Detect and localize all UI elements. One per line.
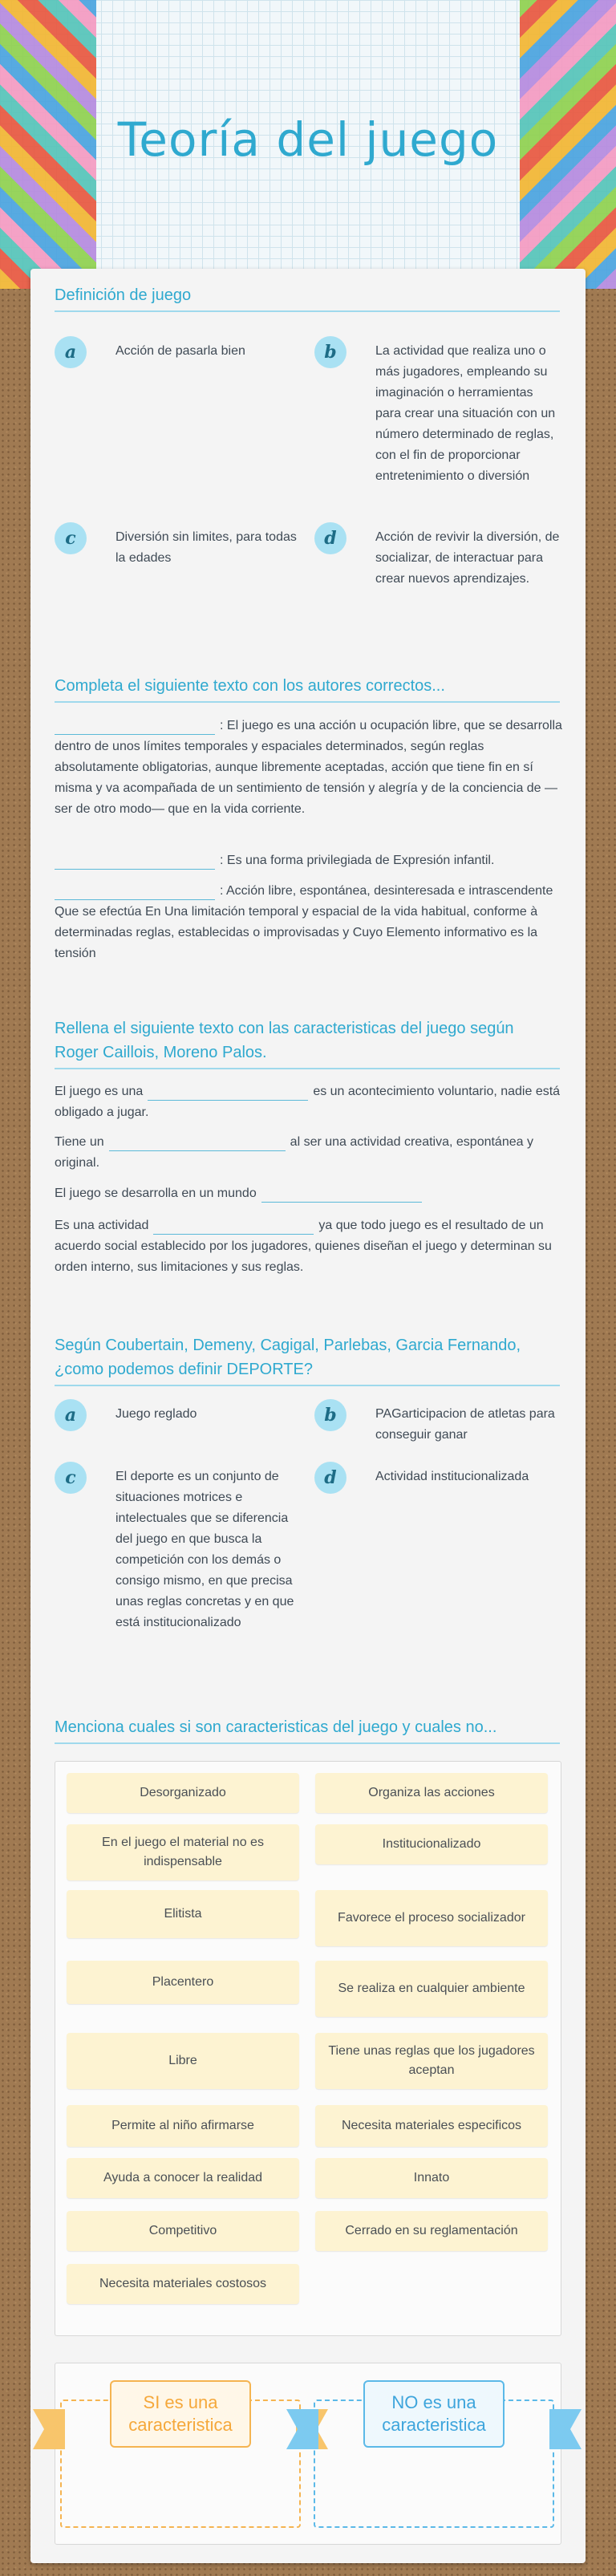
sentence-text: ya que todo juego es el resultado de un acuerdo social establecido por los jugadores, quienes diseñan el juego y determinan su orden interno, sus limitaciones y sus reglas. <box>55 1219 552 1274</box>
option-c[interactable] <box>55 527 295 569</box>
section-title-deporte: Según Coubertain, Demeny, Cagigal, Parlebas, Garcia Fernando, ¿como podemos definir DEPORTE? <box>55 1333 560 1386</box>
page-title: Teoría del juego <box>117 112 499 167</box>
fill-blank-1[interactable] <box>148 1084 308 1101</box>
header-banner <box>0 0 616 289</box>
drag-chip[interactable]: Libre <box>67 2033 299 2089</box>
option-badge: b <box>314 336 346 368</box>
author-paragraph-3 <box>55 881 568 964</box>
option-a[interactable] <box>55 1404 295 1425</box>
section-title-clasificar: Menciona cuales si son caracteristicas del juego y cuales no... <box>55 1715 560 1744</box>
chip-bank <box>55 1761 561 2336</box>
sentence-text: Tiene un <box>55 1135 104 1149</box>
sentence-text: El juego se desarrolla en un mundo <box>55 1187 257 1200</box>
content-card <box>30 269 586 2563</box>
author-blank-2[interactable] <box>55 853 215 870</box>
ribbon-tail <box>549 2409 582 2449</box>
option-c[interactable] <box>55 1466 295 1633</box>
option-text: Acción de revivir la diversión, de socializar, de interactuar para crear nuevos aprendizajes. <box>375 530 560 586</box>
drag-chip[interactable]: Necesita materiales costosos <box>67 2264 299 2304</box>
drag-chip[interactable]: Necesita materiales especificos <box>315 2105 548 2147</box>
paragraph-text: : Acción libre, espontánea, desinteresada e intrascendente Que se efectúa En Una limitación temporal y espacial de la vida habitual, conforme à determinadas reglas, establecidas o improvisadas y Cuyo Elemento informativo es la tensión <box>55 884 553 960</box>
paragraph-text: : El juego es una acción u ocupación libre, que se desarrolla dentro de unos límites temporales y espaciales determinados, según reglas absolutamente obligatorias, aunque libremente aceptadas, acción que tiene fin en sí misma y va acompañada de un sentimiento de tensión y alegría y de la conciencia de —ser de otro modo— que en la vida corriente. <box>55 719 562 816</box>
dropzone-label-no: NO es una caracteristica <box>363 2380 505 2448</box>
dropzone-si[interactable] <box>60 2392 301 2528</box>
option-text: PAGarticipacion de atletas para conseguir ganar <box>375 1407 555 1442</box>
option-a[interactable] <box>55 341 295 362</box>
drag-chip[interactable]: Desorganizado <box>67 1773 299 1813</box>
drag-chip[interactable]: Se realiza en cualquier ambiente <box>315 1961 548 2017</box>
option-badge: c <box>55 1462 87 1494</box>
section-title-caracteristicas: Rellena el siguiente texto con las caracteristicas del juego según Roger Caillois, Moreno Palos. <box>55 1016 560 1069</box>
option-text: El deporte es un conjunto de situaciones motrices e intelectuales que se diferencia del juego en que busca la competición con los demás o consigo mismo, en que precisa unas reglas concretas y en que está institucionalizado <box>116 1470 294 1629</box>
option-badge: a <box>55 1399 87 1431</box>
author-blank-1[interactable] <box>55 718 215 735</box>
option-text: Diversión sin limites, para todas la edades <box>116 530 297 565</box>
drag-chip[interactable]: Placentero <box>67 1961 299 2004</box>
drag-chip[interactable]: Innato <box>315 2158 548 2198</box>
fill-blank-3[interactable] <box>261 1186 422 1203</box>
option-text: Actividad institucionalizada <box>375 1470 529 1483</box>
drag-chip[interactable]: Tiene unas reglas que los jugadores aceptan <box>315 2033 548 2089</box>
fill-blank-4[interactable] <box>153 1218 314 1235</box>
option-text: Juego reglado <box>116 1407 197 1421</box>
author-paragraph-2 <box>55 850 568 871</box>
drag-chip[interactable]: Competitivo <box>67 2211 299 2251</box>
option-b[interactable] <box>314 341 555 487</box>
fill-blank-2[interactable] <box>109 1134 286 1151</box>
sentence-text: Es una actividad <box>55 1219 149 1232</box>
drag-chip[interactable]: Ayuda a conocer la realidad <box>67 2158 299 2198</box>
option-badge: d <box>314 1462 346 1494</box>
drag-chip[interactable]: Organiza las acciones <box>315 1773 548 1813</box>
option-text: Acción de pasarla bien <box>116 344 245 358</box>
option-d[interactable] <box>314 1466 555 1487</box>
option-badge: b <box>314 1399 346 1431</box>
drag-chip[interactable]: Institucionalizado <box>315 1824 548 1864</box>
fill-sentence-1 <box>55 1081 568 1123</box>
option-badge: c <box>55 522 87 554</box>
fill-sentence-4 <box>55 1215 568 1278</box>
author-blank-3[interactable] <box>55 883 215 900</box>
sentence-text: al ser una actividad creativa, espontánea y original. <box>55 1135 533 1170</box>
ribbon-tail <box>33 2409 65 2449</box>
drag-chip[interactable]: Permite al niño afirmarse <box>67 2105 299 2147</box>
fill-sentence-3 <box>55 1183 568 1204</box>
option-badge: a <box>55 336 87 368</box>
fill-sentence-2 <box>55 1132 568 1174</box>
section-title-autores: Completa el siguiente texto con los autores correctos... <box>55 674 560 703</box>
sentence-text: El juego es una <box>55 1085 144 1098</box>
section-title-definicion: Definición de juego <box>55 283 560 312</box>
author-paragraph-1 <box>55 716 568 820</box>
drag-chip[interactable]: En el juego el material no es indispensable <box>67 1824 299 1880</box>
option-badge: d <box>314 522 346 554</box>
drop-area <box>55 2363 561 2545</box>
paragraph-text: : Es una forma privilegiada de Expresión infantil. <box>220 854 495 867</box>
option-b[interactable] <box>314 1404 555 1446</box>
drag-chip[interactable]: Favorece el proceso socializador <box>315 1890 548 1946</box>
dropzone-no[interactable] <box>314 2392 554 2528</box>
option-d[interactable] <box>314 527 560 590</box>
sentence-text: es un acontecimiento voluntario, nadie está obligado a jugar. <box>55 1085 561 1119</box>
dropzone-label-si: SI es una caracteristica <box>110 2380 251 2448</box>
drag-chip[interactable]: Cerrado en su reglamentación <box>315 2211 548 2251</box>
option-text: La actividad que realiza uno o más jugadores, empleando su imaginación o herramientas para crear una situación con un número determinado de reglas, con el fin de proporcionar entretenimiento o diversión <box>375 344 556 483</box>
drag-chip[interactable]: Elitista <box>67 1890 299 1938</box>
